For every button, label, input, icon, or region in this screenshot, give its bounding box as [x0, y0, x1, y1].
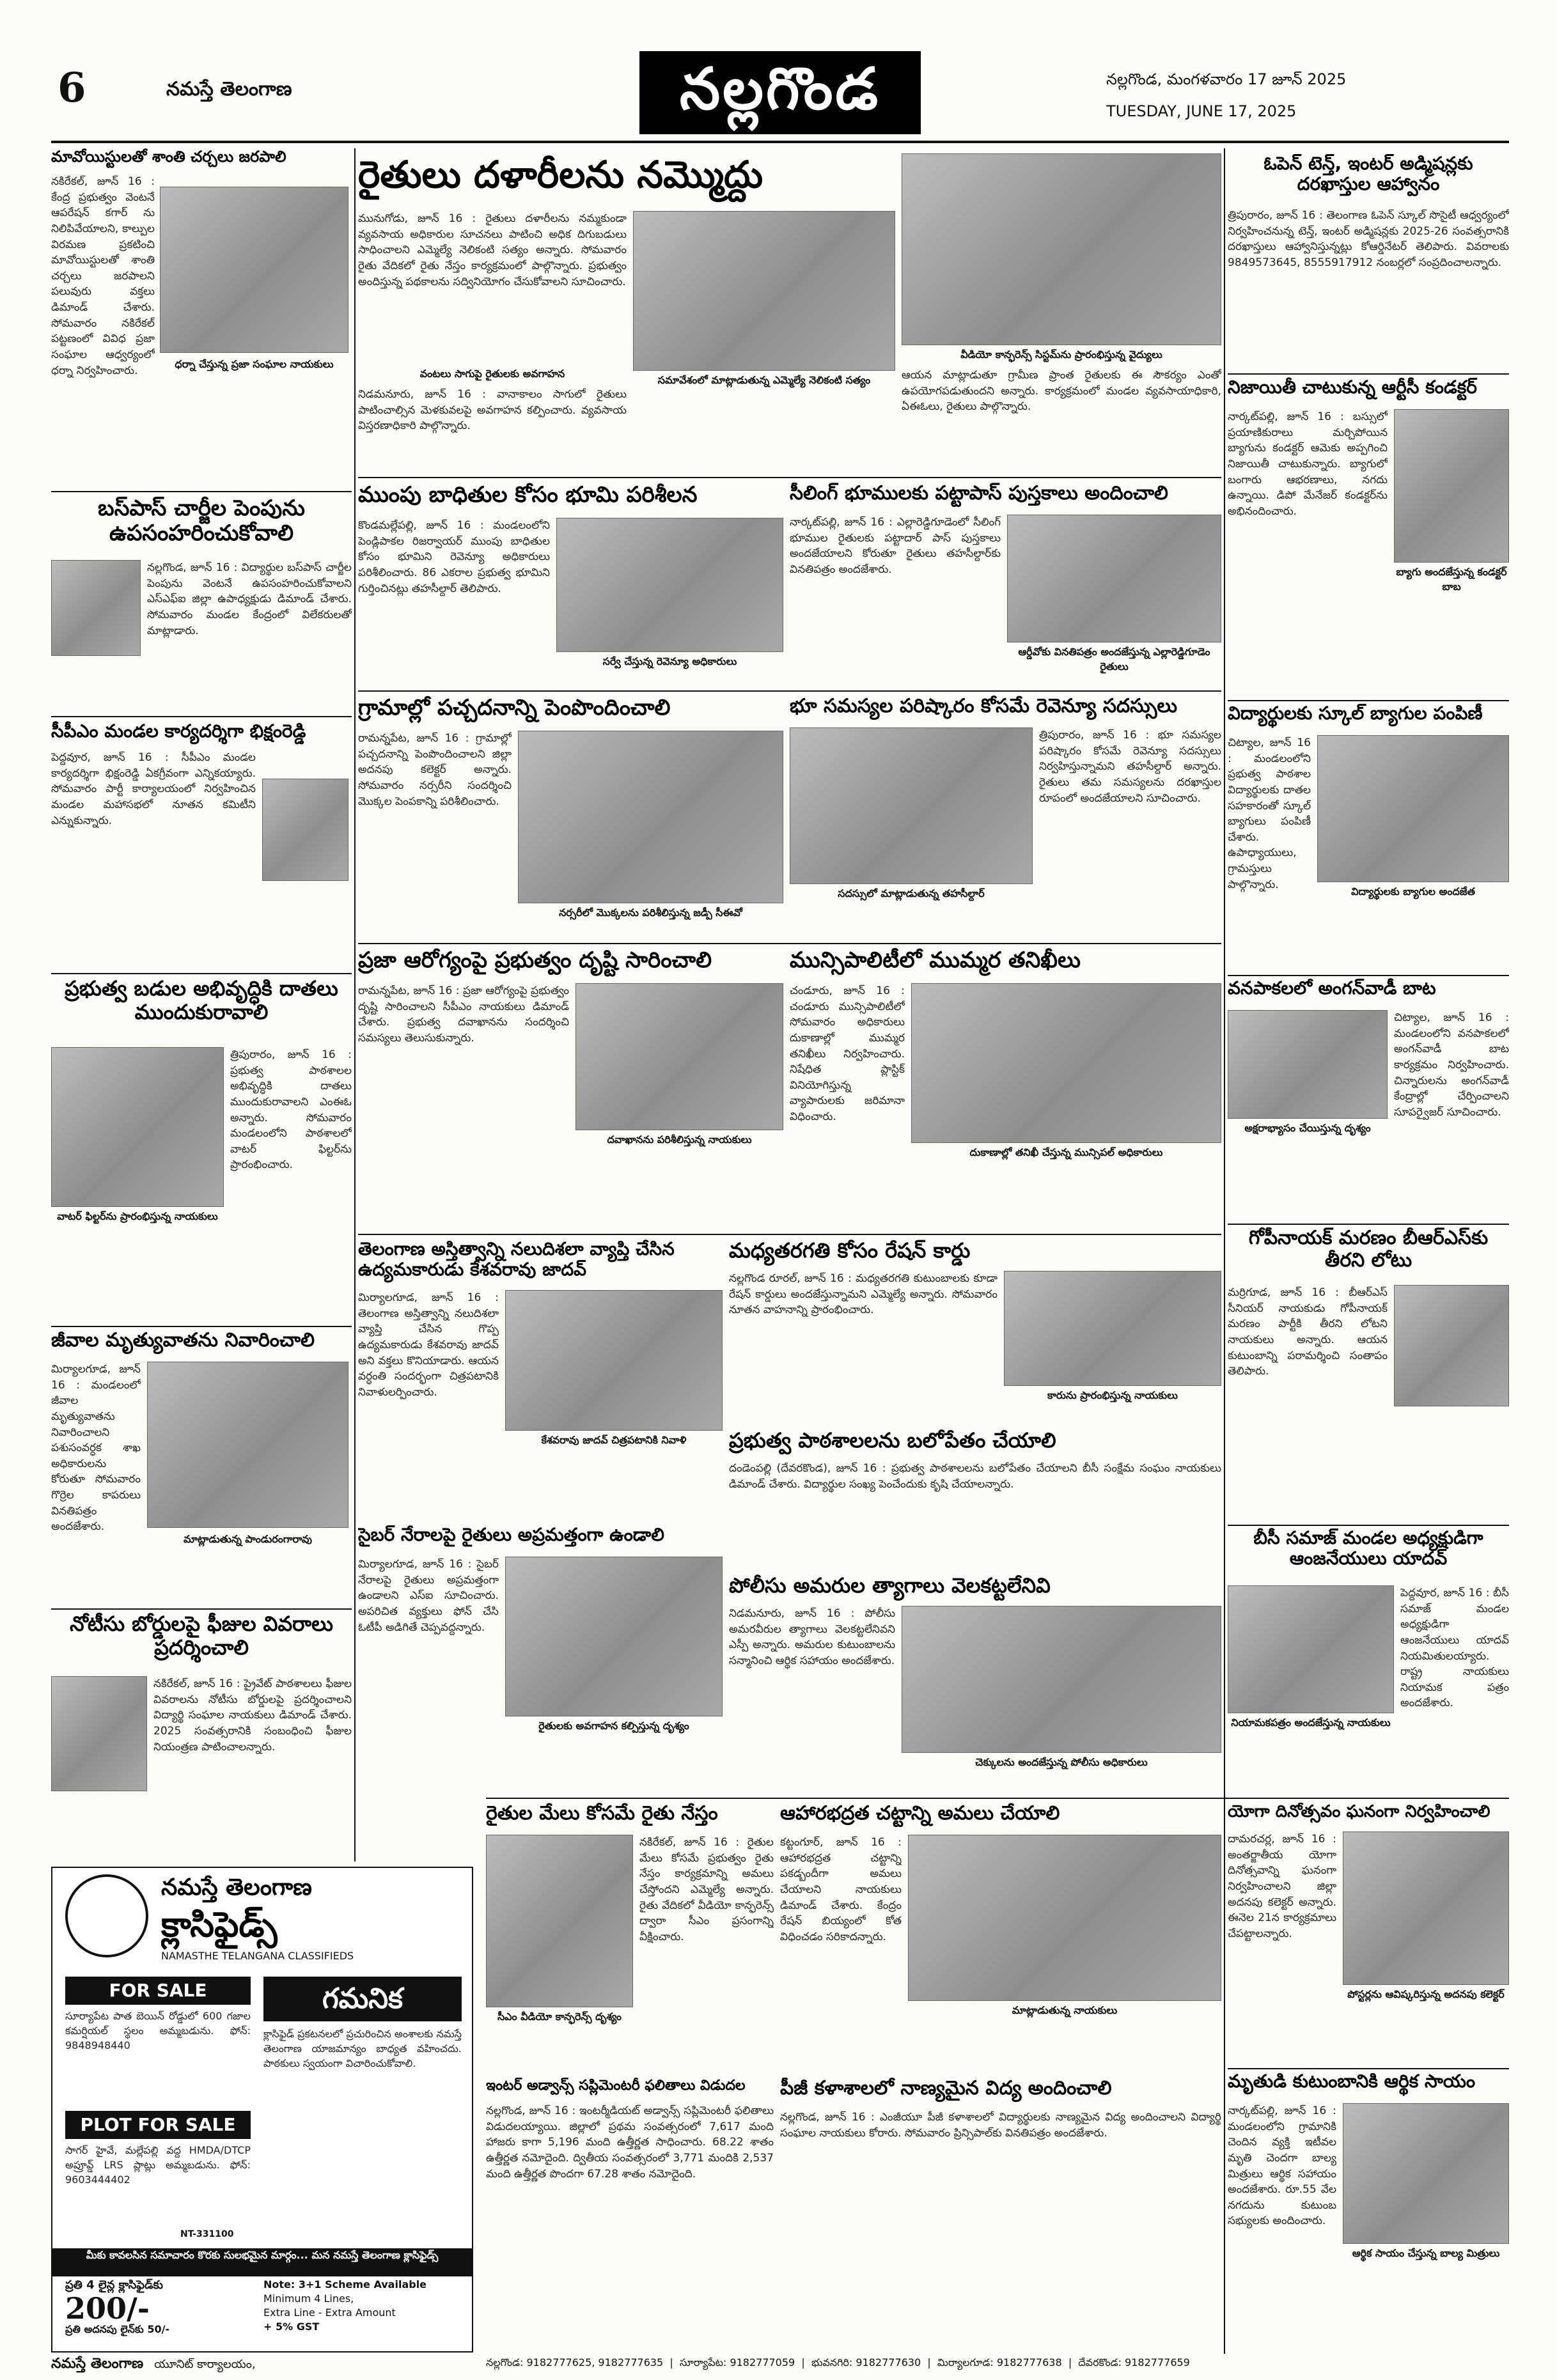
body: చిట్యాల, జూన్ 16 : మండలంలోని ప్రభుత్వ పాఠశాల విద్యార్థులకు దాతల సహకారంతో స్కూల్ బ్యాగులు పంపిణీ చేశారు. ఉపాధ్యాయులు, గ్రామస్తులు పాల్గొన్నారు.: [1228, 736, 1311, 891]
conference-photo: [902, 153, 1221, 345]
body: నల్లగొండ, జూన్ 16 : ఇంటర్మీడియట్ అడ్వాన్స్ సప్లిమెంటరీ ఫలితాలు విడుదలయ్యాయి. జిల్లాలో ప్రథమ సంవత్సరంలో 7,617 మంది హాజరు కాగా 5,196 మంది ఉత్తీర్ణత సాధించారు. 68.22 శాతం ఉత్తీర్ణత నమోదైంది. ద్వితీయ సంవత్సరంలో 3,771 మందికి 2,537 మంది ఉత్తీర్ణత పొందగా 67.28 శాతం నమోదైంది.: [486, 2104, 774, 2181]
story-open-tenth: [1228, 153, 1509, 371]
person-photo: [51, 560, 141, 656]
leaders-photo: [908, 1835, 1221, 2001]
story-maoists: [51, 148, 352, 487]
body: త్రిపురారం, జూన్ 16 : ప్రభుత్వ పాఠశాలల అభివృద్ధికి దాతలు ముందుకురావాలని ఎంఈఓ అన్నారు. సోమవారం మండలంలోని పాఠశాలలో వాటర్ ఫిల్టర్‌ను ప్రారంభించారు.: [230, 1048, 352, 1172]
column-rule: [354, 148, 356, 1862]
caption: వాటర్ ఫిల్టర్‌ను ప్రారంభిస్తున్న నాయకులు: [57, 1210, 218, 1222]
appointment-photo: [1228, 1585, 1394, 1713]
body: నార్కట్‌పల్లి, జూన్ 16 : బస్సులో ప్రయాణికురాలు మర్చిపోయిన బ్యాగును కండక్టర్ ఆమెకు అప్పగించి నిజాయితీ చాటుకున్నారు. బ్యాగులో బంగారు ఆభరణాలు, నగదు ఉన్నాయి. డిపో మేనేజర్ కండక్టర్‌ను అభినందించారు.: [1228, 410, 1388, 518]
story-school-bags: [1228, 703, 1509, 972]
body: నకిరేకల్, జూన్ 16 : ప్రైవేట్ పాఠశాలలు ఫీజుల వివరాలను నోటీసు బోర్డులపై ప్రదర్శించాలని విద్యార్థి సంఘాల నాయకులు డిమాండ్ చేశారు. 2025 సంవత్సరానికి సంబంధించి ఫీజుల నియంత్రణ పాటించాలన్నారు.: [153, 1677, 352, 1754]
body: కట్టంగూర్, జూన్ 16 : ఆహారభద్రత చట్టాన్ని పకడ్బందీగా అమలు చేయాలని నాయకులు డిమాండ్ చేశారు. కేంద్రం రేషన్ బియ్యంలో కోత విధించడం సరికాదన్నారు.: [780, 1836, 902, 1943]
headline: యోగా దినోత్సవం ఘనంగా నిర్వహించాలి: [1228, 1803, 1490, 1821]
divider: [51, 491, 352, 492]
headline: పోలీసు అమరుల త్యాగాలు వెలకట్టలేనివి: [729, 1574, 1051, 1598]
body: నిడమనూరు, జూన్ 16 : పోలీసు అమరవీరుల త్యాగాలు వెలకట్టలేనివని ఎస్పీ అన్నారు. అమరుల కుటుంబాలను సన్మానించి ఆర్థిక సహాయం అందజేశారు.: [729, 1607, 895, 1667]
caption: అక్షరాభ్యాసం చేయిస్తున్న దృశ్యం: [1244, 1122, 1371, 1134]
person-photo: [262, 779, 348, 881]
headline: నోటీసు బోర్డులపై ఫీజుల వివరాలు ప్రదర్శించాలి: [70, 1612, 333, 1660]
story-rythu-nestham: [486, 1803, 774, 2071]
body: నల్లగొండ, జూన్ 16 : ఎంజీయూ పీజీ కళాశాలలో విద్యార్థులకు నాణ్యమైన విద్య అందించాలని విద్యార్థి సంఘాల నాయకులు కోరారు. సోమవారం ప్రిన్సిపాల్‌కు వినతిపత్రం అందజేశారు.: [780, 2111, 1221, 2140]
body: మిర్యాలగూడ, జూన్ 16 : తెలంగాణ అస్తిత్వాన్ని నలుదిశలా వ్యాప్తి చేసిన గొప్ప ఉద్యమకారుడు కేశవరావు జాదవ్ అని వక్తలు కొనియాడారు. ఆయన వర్ధంతి సందర్భంగా చిత్రపటానికి నివాళులర్పించారు.: [358, 1291, 499, 1399]
headline: నిజాయితీ చాటుకున్న ఆర్టీసీ కండక్టర్: [1228, 377, 1477, 398]
story-animal-deaths: [51, 1330, 352, 1605]
body2: నిడమనూరు, జూన్ 16 : వానాకాలం సాగులో రైతులు పాటించాల్సిన మెళకువలపై అవగాహన కల్పించారు. వ్యవసాయ విస్తరణాధికారి పాల్గొన్నారు.: [358, 388, 627, 433]
caption: రైతులకు అవగాహన కల్పిస్తున్న దృశ్యం: [538, 1720, 689, 1732]
masthead-rule: [51, 141, 1509, 143]
promo-text: మీకు కావలసిన సమాచారం కొరకు సులభమైన మార్గం... మన నమస్తే తెలంగాణ క్లాసిఫైడ్స్: [52, 2248, 472, 2276]
headline: ప్రభుత్వ బడుల అభివృద్ధికి దాతలు ముందుకురావాలి: [65, 977, 338, 1024]
divider: [51, 716, 352, 717]
district-title: నల్లగొండ: [639, 51, 921, 134]
phone-item: సూర్యాపేట: 9182777059: [679, 2356, 795, 2368]
headline: ఓపెన్ టెన్త్, ఇంటర్ అడ్మిషన్లకు దరఖాస్తుల ఆహ్వానం: [1264, 153, 1473, 195]
body: ఆయన మాట్లాడుతూ గ్రామీణ ప్రాంత రైతులకు ఈ సౌకర్యం ఎంతో ఉపయోగపడుతుందని అన్నారు. కార్యక్రమంలో మండల వ్యవసాయాధికారి, ఏఈఓలు, రైతులు పాల్గొన్నారు.: [902, 369, 1221, 414]
caption: పోస్టర్లను ఆవిష్కరిస్తున్న అదనపు కలెక్టర్: [1347, 1988, 1505, 2000]
story-police-martyrs: [729, 1574, 1221, 1794]
classifieds-brand: నమస్తే తెలంగాణ: [161, 1874, 312, 1901]
caption: విద్యార్థులకు బ్యాగుల అందజేత: [1351, 885, 1475, 898]
price: 200/-: [65, 2291, 150, 2323]
phone-item: మిర్యాలగూడ: 9182777638: [937, 2356, 1062, 2368]
headline: మున్సిపాలిటీలో ముమ్మర తనిఖీలు: [790, 948, 1081, 973]
headline: ప్రభుత్వ పాఠశాలలను బలోపేతం చేయాలి: [729, 1429, 1056, 1452]
body: మునుగోడు, జూన్ 16 : రైతులు దళారీలను నమ్మకుండా వ్యవసాయ అధికారుల సూచనలు పాటించి అధిక దిగుబడులు సాధించాలని ఎమ్మెల్యే నెలికంటి సత్యం అన్నారు. సోమవారం రైతు వేదికలో రైతు నేస్తం కార్యక్రమంలో పాల్గొన్నారు. ప్రభుత్వం అందిస్తున్న పథకాలను సద్వినియోగం చేసుకోవాలని సూచించారు.: [358, 212, 627, 288]
water-filter-photo: [51, 1047, 224, 1207]
story-municipal-checks: [790, 948, 1221, 1229]
headline: మధ్యతరగతి కోసం రేషన్ కార్డు: [729, 1239, 971, 1263]
hospital-photo: [575, 983, 783, 1130]
caption: ఆర్డీవోకు వినతిపత్రం అందజేస్తున్న ఎల్లారెడ్డిగూడెం రైతులు: [1018, 646, 1210, 673]
price-extra: ప్రతి అదనపు లైన్‌కు 50/-: [65, 2323, 170, 2335]
phone-item: దేవరకొండ: 9182777659: [1078, 2356, 1190, 2368]
notice-label: గమనిక: [263, 1977, 462, 2021]
divider: [51, 1326, 352, 1327]
story-inter-results: [486, 2078, 774, 2353]
divider: [486, 1798, 1509, 1799]
story-ceiling-land: [790, 483, 1221, 687]
story-village-greenery: [358, 696, 783, 938]
headline: బీసీ సమాజ్ మండల అధ్యక్షుడిగా ఆంజనేయులు యాదవ్: [1253, 1528, 1483, 1569]
survey-photo: [556, 518, 783, 652]
story-bc-samaj: [1228, 1528, 1509, 1796]
story-video-conference: [902, 153, 1221, 473]
body: నల్లగొండ, జూన్ 16 : విద్యార్థుల బస్‌పాస్ చార్జీల పెంపును వెంటనే ఉపసంహరించుకోవాలని ఎస్ఎఫ్ఐ జిల్లా ఉపాధ్యక్షుడు డిమాండ్ చేశారు. సోమవారం మండల కేంద్రంలో విలేకరులతో మాట్లాడారు.: [147, 561, 352, 637]
protest-photo: [160, 187, 348, 353]
headline: రైతుల మేలు కోసమే రైతు నేస్తం: [486, 1803, 718, 1824]
classifieds-footer: [51, 2356, 473, 2377]
poster-photo: [1343, 1832, 1509, 1985]
classifieds-subtitle: NAMASTHE TELANGANA CLASSIFIEDS: [161, 1950, 354, 1962]
headline: మావోయిస్టులతో శాంతి చర్చలు జరపాలి: [51, 148, 286, 166]
divider: [1228, 1525, 1509, 1526]
story-govt-schools-strength: [729, 1429, 1221, 1569]
tribute-photo: [505, 1290, 723, 1431]
headline: గ్రామాల్లో పచ్చదనాన్ని పెంపొందించాలి: [358, 696, 671, 720]
headline: విద్యార్థులకు స్కూల్ బ్యాగుల పంపిణీ: [1228, 703, 1483, 724]
footer-brand: నమస్తే తెలంగాణ: [51, 2356, 144, 2372]
body: త్రిపురారం, జూన్ 16 : భూ సమస్యల పరిష్కారం కోసమే రెవెన్యూ సదస్సులు నిర్వహిస్తున్నామని తహసీల్దార్ అన్నారు. రైతులు తమ సమస్యలను దరఖాస్తుల రూపంలో అందజేయాలని సూచించారు.: [1039, 729, 1221, 805]
story-nizamabad-controller: [1228, 377, 1509, 697]
shepherds-photo: [147, 1362, 348, 1528]
caption: ఆర్థిక సాయం చేస్తున్న బాల్య మిత్రులు: [1352, 2247, 1500, 2259]
note-min: Minimum 4 Lines,: [263, 2292, 354, 2305]
body: పెద్దవూర, జూన్ 16 : సీపీఎం మండల కార్యదర్శిగా భిక్షంరెడ్డి ఏకగ్రీవంగా ఎన్నికయ్యారు. సోమవారం పార్టీ కార్యాలయంలో నిర్వహించిన మండల మహాసభలో నూతన కమిటీని ఎన్నుకున్నారు.: [51, 751, 256, 827]
awareness-photo: [505, 1557, 723, 1716]
divider: [358, 1234, 1221, 1235]
story-lead: [358, 153, 895, 473]
divider: [1228, 975, 1509, 976]
body: చిట్యాల, జూన్ 16 : మండలంలోని వనపాకలలో అంగన్‌వాడీ బాట కార్యక్రమం నిర్వహించారు. చిన్నారులను అంగన్‌వాడీ కేంద్రాల్లో చేర్పించాలని సూపర్వైజర్ సూచించారు.: [1394, 1011, 1509, 1119]
divider: [358, 690, 1221, 692]
meeting-photo: [633, 211, 895, 371]
body: దండెంపల్లి (దేవరకొండ), జూన్ 16 : ప్రభుత్వ పాఠశాలలను బలోపేతం చేయాలని బీసీ సంక్షేమ సంఘం నాయకులు డిమాండ్ చేశారు. విద్యార్థుల సంఖ్య పెంచేందుకు కృషి చేయాలన్నారు.: [729, 1462, 1221, 1491]
note-title: Note: 3+1 Scheme Available: [263, 2278, 427, 2291]
headline: ఇంటర్ అడ్వాన్స్ సప్లిమెంటరీ ఫలితాలు విడుదల: [486, 2078, 746, 2094]
story-revenue-meetings: [790, 696, 1221, 938]
help-photo: [1343, 2103, 1509, 2244]
caption: చెక్కులను అందజేస్తున్న పోలీసు అధికారులు: [975, 1756, 1148, 1768]
story-govt-schools: [51, 977, 352, 1322]
body: నార్కట్‌పల్లి, జూన్ 16 : ఎల్లారెడ్డిగూడెంలో సీలింగ్ భూముల రైతులకు పట్టాదార్ పాస్ పుస్తకాలు అందజేయాలని కోరుతూ రైతులు తహసీల్దార్‌కు వినతిపత్రం అందజేశారు.: [790, 516, 1001, 576]
story-family-help: [1228, 2071, 1509, 2353]
brand-name: నమస్తే తెలంగాణ: [166, 78, 292, 100]
body: రామన్నపేట, జూన్ 16 : ప్రజా ఆరోగ్యంపై ప్రభుత్వం దృష్టి సారించాలని సీపీఎం నాయకులు డిమాండ్ చేశారు. ప్రభుత్వ దవాఖానను సందర్శించి సమస్యలు తెలుసుకున్నారు.: [358, 984, 569, 1045]
subhead: వంటలు సాగుపై రైతులకు అవగాహన: [419, 368, 565, 380]
headline: సీలింగ్ భూములకు పట్టాపాస్ పుస్తకాలు అందించాలి: [790, 483, 1168, 504]
headline: ముంపు బాధితుల కోసం భూమి పరిశీలన: [358, 483, 698, 508]
headline: ప్రజా ఆరోగ్యంపై ప్రభుత్వం దృష్టి సారించాలి: [358, 948, 712, 973]
story-ration-cards: [729, 1239, 1221, 1424]
divider: [1228, 2068, 1509, 2069]
person-photo: [51, 1676, 147, 1791]
classifieds-seal-icon: [65, 1874, 148, 1957]
caption: నియామకపత్రం అందజేస్తున్న నాయకులు: [1231, 1716, 1391, 1729]
body: త్రిపురారం, జూన్ 16 : తెలంగాణ ఓపెన్ స్కూల్ సొసైటీ ఆధ్వర్యంలో నిర్వహించనున్న టెన్త్, ఇంటర్ అడ్మిషన్లకు 2025-26 సంవత్సరానికి దరఖాస్తులు ఆహ్వానిస్తున్నట్లు కోఆర్డినేటర్ తెలిపారు. వివరాలకు 9849573645, 8555917912 నంబర్లలో సంప్రదించాలన్నారు.: [1228, 209, 1509, 269]
body: మిర్యాలగూడ, జూన్ 16 : సైబర్ నేరాలపై రైతులు అప్రమత్తంగా ఉండాలని ఎస్ఐ సూచించారు. అపరిచిత వ్యక్తులు ఫోన్ చేసి ఓటీపీ అడిగితే చెప్పవద్దన్నారు.: [358, 1558, 499, 1634]
anganwadi-photo: [1228, 1010, 1388, 1119]
phone-item: భువనగిరి: 9182777630: [811, 2356, 921, 2368]
caption: ధర్నా చేస్తున్న ప్రజా సంఘాల నాయకులు: [175, 358, 334, 370]
caption: కేశవరావు జాదవ్ చిత్రపటానికి నివాళి: [541, 1434, 687, 1446]
body: మర్రిగూడ, జూన్ 16 : బీఆర్ఎస్ సీనియర్ నాయకుడు గోపీనాయక్ మరణం పార్టీకి తీరని లోటని నాయకులు అన్నారు. ఆయన కుటుంబాన్ని పరామర్శించి సంతాపం తెలిపారు.: [1228, 1286, 1388, 1378]
divider: [51, 1608, 352, 1610]
car-photo: [1004, 1271, 1221, 1386]
meeting-photo: [790, 727, 1033, 884]
caption: బ్యాగు అందజేస్తున్న కండక్టర్ బాబ: [1396, 566, 1507, 593]
person-photo: [1394, 1285, 1509, 1406]
headline: వనపాకలలో అంగన్‌వాడీ బాట: [1228, 978, 1436, 999]
for-sale-label: FOR SALE: [65, 1977, 251, 2005]
caption: సమావేశంలో మాట్లాడుతున్న ఎమ్మెల్యే నెలికంటి సత్యం: [657, 374, 871, 386]
body: నల్లగొండ రూరల్, జూన్ 16 : మధ్యతరగతి కుటుంబాలకు కూడా రేషన్ కార్డులు అందజేస్తున్నామని ఎమ్మెల్యే అన్నారు. సోమవారం నూతన వాహనాన్ని ప్రారంభించారు.: [729, 1272, 998, 1317]
headline: భూ సమస్యల పరిష్కారం కోసమే రెవెన్యూ సదస్సులు: [790, 696, 1178, 717]
column-rule: [1224, 148, 1225, 2354]
caption: సీఎం వీడియో కాన్ఫరెన్స్ దృశ్యం: [497, 2011, 622, 2023]
divider: [1228, 700, 1509, 701]
body: నకిరేకల్, జూన్ 16 : రైతుల మేలు కోసమే ప్రభుత్వం రైతు నేస్తం కార్యక్రమాన్ని అమలు చేస్తోందని ఎమ్మెల్యే అన్నారు. రైతు వేదికలో వీడియో కాన్ఫరెన్స్ ద్వారా సీఎం ప్రసంగాన్ని వీక్షించారు.: [639, 1836, 774, 1943]
headline: సీపీఎం మండల కార్యదర్శిగా భిక్షంరెడ్డి: [51, 721, 306, 742]
body: నార్కట్‌పల్లి, జూన్ 16 : మండలంలోని గ్రామానికి చెందిన వ్యక్తి ఇటీవల మృతి చెందగా బాల్య మిత్రులు ఆర్థిక సహాయం అందజేశారు. రూ.55 వేల నగదును కుటుంబ సభ్యులకు అందించారు.: [1228, 2104, 1336, 2228]
story-anganwadi: [1228, 978, 1509, 1221]
video-conference-photo: [486, 1835, 633, 2007]
story-notice-boards: [51, 1612, 352, 1862]
body: మిర్యాలగూడ, జూన్ 16 : మండలంలో జీవాల మృత్యువాతను నివారించాలని పశుసంవర్ధక శాఖ అధికారులను కోరుతూ సోమవారం గొర్రెల కాపరులు వినతిపత్రం అందజేశారు.: [51, 1363, 141, 1534]
students-photo: [1317, 735, 1509, 882]
page-number: 6: [58, 64, 86, 112]
story-yoga-day: [1228, 1803, 1509, 2065]
story-cpm-secretary: [51, 721, 352, 970]
note-extra: Extra Line - Extra Amount: [263, 2306, 396, 2319]
dateline-en: TUESDAY, JUNE 17, 2025: [1106, 102, 1297, 120]
caption: కారును ప్రారంభిస్తున్న నాయకులు: [1047, 1389, 1178, 1401]
body: చండూరు, జూన్ 16 : చండూరు మున్సిపాలిటీలో సోమవారం అధికారులు దుకాణాల్లో ముమ్మర తనిఖీలు నిర్వహించారు. నిషేధిత ప్లాస్టిక్ వినియోగిస్తున్న వ్యాపారులకు జరిమానా విధించారు.: [790, 984, 905, 1124]
caption: మాట్లాడుతున్న పాండురంగారావు: [183, 1533, 313, 1545]
story-teacher-pay: [780, 2078, 1221, 2353]
divider: [1228, 373, 1509, 375]
body: కొండమల్లేపల్లి, జూన్ 16 : మండలంలోని పెండ్లిపాకల రిజర్వాయర్ ముంపు బాధితుల కోసం భూమిని రెవెన్యూ అధికారులు పరిశీలించారు. 86 ఎకరాల ప్రభుత్వ భూమిని గుర్తించినట్లు తహసీల్దార్ తెలిపారు.: [358, 519, 550, 595]
story-public-health: [358, 948, 783, 1229]
caption: సదస్సులో మాట్లాడుతున్న తహసీల్దార్: [838, 887, 985, 899]
nt-code: NT-331100: [180, 2229, 234, 2239]
caption: వీడియో కాన్ఫరెన్స్ సిస్టమ్‌ను ప్రారంభిస్తున్న వైద్యులు: [960, 348, 1162, 361]
story-cyber-crime: [358, 1525, 723, 1793]
dateline-te: నల్లగొండ, మంగళవారం 17 జూన్ 2025: [1106, 70, 1347, 88]
petition-photo: [1007, 515, 1221, 642]
body: పెద్దవూర, జూన్ 16 : బీసీ సమాజ్ మండల అధ్యక్షుడిగా ఆంజనేయులు యాదవ్ నియమితులయ్యారు. రాష్ట్ర నాయకులు నియామక పత్రం అందజేశారు.: [1400, 1587, 1509, 1710]
divider: [358, 477, 1221, 478]
story-gopinayak: [1228, 1227, 1509, 1521]
body: రామన్నపేట, జూన్ 16 : గ్రామాల్లో పచ్చదనాన్ని పెంపొందించాలని జిల్లా అదనపు కలెక్టర్ అన్నారు. సోమవారం నర్సరీని సందర్శించి మొక్కల పెంపకాన్ని పరిశీలించారు.: [358, 732, 512, 808]
story-flood-land: [358, 483, 783, 687]
headline: బస్‌పాస్ చార్జీల పెంపును ఉపసంహరించుకోవాలి: [98, 496, 305, 547]
headline: గోపీనాయక్ మరణం బీఆర్ఎస్‌కు తీరని లోటు: [1248, 1227, 1489, 1272]
notice-text: క్లాసిఫైడ్ ప్రకటనలలో ప్రచురించిన అంశాలకు నమస్తే తెలంగాణ యాజమాన్యం బాధ్యత వహించదు. పాఠకులు స్వయంగా విచారించుకోవాలి.: [263, 2028, 462, 2070]
caption: మాట్లాడుతున్న నాయకులు: [1012, 2004, 1118, 2016]
divider: [358, 943, 1221, 944]
body: దామరచర్ల, జూన్ 16 : అంతర్జాతీయ యోగా దినోత్సవాన్ని ఘనంగా నిర్వహించాలని జిల్లా అదనపు కలెక్టర్ అన్నారు. ఈనెల 21న కార్యక్రమాలు చేపట్టాలన్నారు.: [1228, 1833, 1336, 1940]
footer-unit: యూనిట్ కార్యాలయం,: [154, 2358, 256, 2371]
caption: నర్సరీలో మొక్కలను పరిశీలిస్తున్న జడ్పీ సీఈవో: [559, 906, 742, 919]
conductor-photo: [1394, 409, 1509, 563]
phone-list: నల్లగొండ: 9182777625, 9182777635 | సూర్యాపేట: 9182777059 | భువనగిరి: 9182777630 | మిర్యాలగూడ: 9182777638 | దేవరకొండ: 9182777659: [486, 2356, 1190, 2368]
caption: దవాఖానను పరిశీలిస్తున్న నాయకులు: [607, 1133, 752, 1146]
headline: పీజీ కళాశాలలో నాణ్యమైన విద్య అందించాలి: [780, 2078, 1112, 2099]
story-food-security: [780, 1803, 1221, 2071]
plot-for-sale-label: PLOT FOR SALE: [65, 2111, 251, 2139]
headline: రైతులు దళారీలను నమ్మొద్దు: [358, 153, 763, 196]
note-gst: + 5% GST: [263, 2321, 320, 2333]
divider: [1228, 1224, 1509, 1225]
police-photo: [902, 1606, 1221, 1753]
price-line: ప్రతి 4 లైన్ల క్లాసిఫైడ్‌కు: [65, 2278, 164, 2292]
classifieds-box: [51, 1867, 473, 2353]
headline: సైబర్ నేరాలపై రైతులు అప్రమత్తంగా ఉండాలి: [358, 1525, 664, 1545]
story-buspass: [51, 496, 352, 713]
plot-for-sale-text: సాగర్ హైవే, మల్లేపల్లి వద్ద HMDA/DTCP అప్రూవ్డ్ LRS ప్లాట్లు అమ్మబడును. ఫోన్: 9603444402: [65, 2144, 251, 2186]
nursery-photo: [518, 731, 783, 903]
for-sale-text: సూర్యాపేట పాత బెయిన్ రోడ్డులో 600 గజాల కమర్షియల్ స్థలం అమ్మబడును. ఫోన్: 9848948440: [65, 2010, 251, 2052]
story-keshavarao: [358, 1239, 723, 1520]
headline: తెలంగాణ అస్తిత్వాన్ని నలుదిశలా వ్యాప్తి చేసిన ఉద్యమకారుడు కేశవరావు జాదవ్: [358, 1239, 675, 1280]
headline: జీవాల మృత్యువాతను నివారించాలి: [51, 1330, 315, 1351]
headline: ఆహారభద్రత చట్టాన్ని అమలు చేయాలి: [780, 1803, 1060, 1824]
body: నకిరేకల్, జూన్ 16 : కేంద్ర ప్రభుత్వం వెంటనే ఆపరేషన్ కగార్ ను నిలిపివేయాలని, కాల్పుల విరమణ ప్రకటించి మావోయిస్టులతో శాంతి చర్చలు జరపాలని పలువురు వక్తలు డిమాండ్ చేశారు. సోమవారం నకిరేకల్ పట్టణంలో వివిధ ప్రజా సంఘాల ఆధ్వర్యంలో ధర్నా నిర్వహించారు.: [51, 175, 155, 377]
caption: దుకాణాల్లో తనిఖీ చేస్తున్న మున్సిపల్ అధికారులు: [969, 1146, 1163, 1158]
caption: సర్వే చేస్తున్న రెవెన్యూ అధికారులు: [602, 655, 737, 667]
shops-photo: [911, 983, 1221, 1143]
divider: [51, 973, 352, 974]
headline: మృతుడి కుటుంబానికి ఆర్థిక సాయం: [1228, 2071, 1476, 2092]
classifieds-title: క్లాసిఫైడ్స్: [161, 1905, 278, 1945]
phone-item: నల్లగొండ: 9182777625, 9182777635: [486, 2356, 664, 2368]
